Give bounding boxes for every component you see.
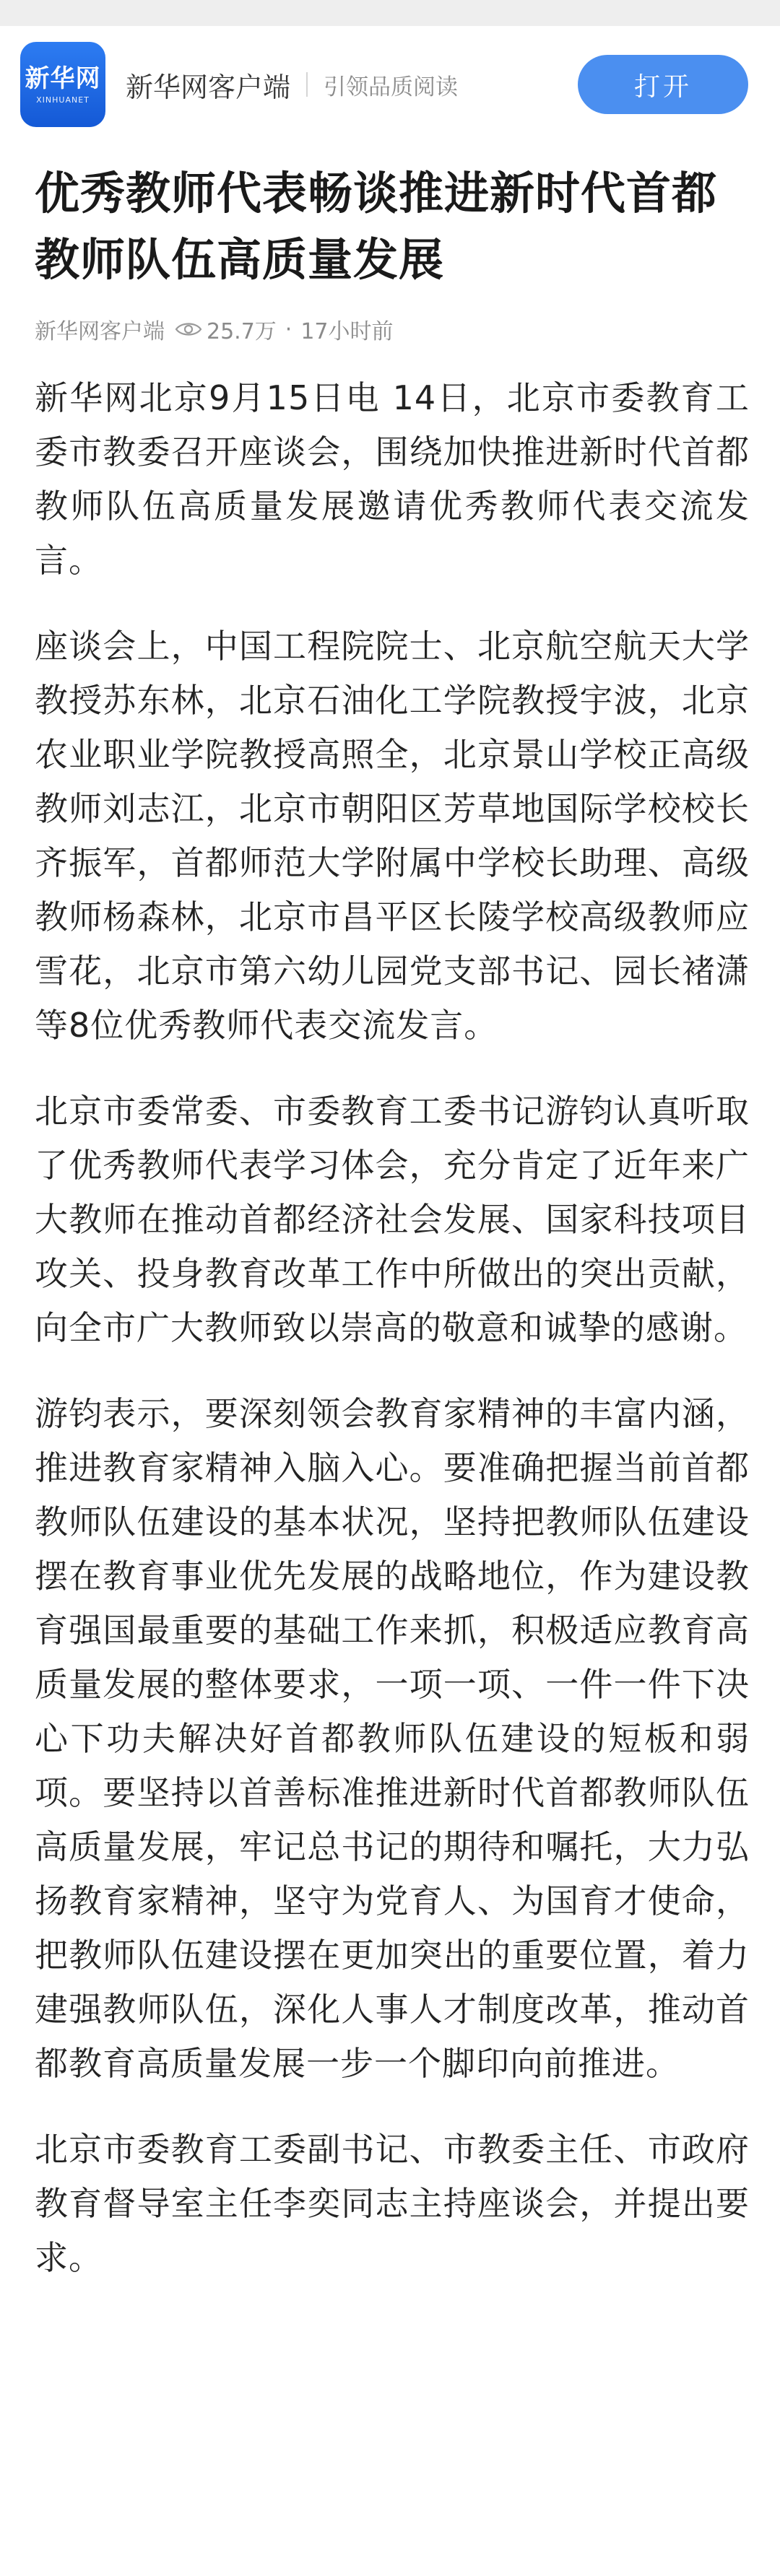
article-paragraph: 北京市委教育工委副书记、市教委主任、市政府教育督导室主任李奕同志主持座谈会，并提出要求。 — [35, 2130, 750, 2277]
article-title: 优秀教师代表畅谈推进新时代首都教师队伍高质量发展 — [35, 167, 718, 286]
xinhua-logo[interactable] — [20, 42, 105, 127]
article-meta — [35, 313, 750, 345]
meta-separator: · — [285, 316, 292, 342]
article-paragraph: 新华网北京9月15日电 14日，北京市委教育工委市教委召开座谈会，围绕加快推进新时代首都教师队伍高质量发展邀请优秀教师代表交流发言。 — [35, 378, 750, 580]
article — [35, 160, 750, 2317]
article-source[interactable]: 新华网客户端 — [35, 319, 165, 344]
article-paragraph: 游钧表示，要深刻领会教育家精神的丰富内涵，推进教育家精神入脑入心。要准确把握当前首都教师队伍建设的基本状况，坚持把教师队伍建设摆在教育事业优先发展的战略地位，作为建设教育强国最重要的基础工作来抓，积极适应教育高质量发展的整体要求，一项一项、一件一件下决心下功夫解决好首都教师队伍建设的短板和弱项。要坚持以首善标准推进新时代首都教师队伍高质量发展，牢记总书记的期待和嘱托，大力弘扬教育家精神，坚守为党育人、为国育才使命，把教师队伍建设摆在更加突出的重要位置，着力建强教师队伍，深化人事人才制度改革，推动首都教育高质量发展一步一个脚印向前推进。 — [35, 1394, 750, 2083]
article-body — [35, 371, 750, 2285]
app-download-banner — [0, 26, 780, 143]
header-divider — [306, 72, 308, 97]
app-name: 新华网客户端 — [126, 71, 291, 103]
open-app-button[interactable]: 打开 — [578, 55, 748, 114]
publish-time: 17小时前 — [300, 319, 394, 344]
view-count: 25.7万 — [207, 319, 277, 344]
logo-subtext: XINHUANET — [36, 95, 90, 105]
app-slogan: 引领品质阅读 — [324, 74, 459, 100]
logo-text: 新华网 — [25, 64, 101, 93]
status-strip — [0, 0, 780, 26]
article-paragraph: 北京市委常委、市委教育工委书记游钧认真听取了优秀教师代表学习体会，充分肯定了近年来广大教师在推动首都经济社会发展、国家科技项目攻关、投身教育改革工作中所做出的突出贡献，向全市广大教师致以崇高的敬意和诚挚的感谢。 — [35, 1092, 750, 1347]
article-paragraph: 座谈会上，中国工程院院士、北京航空航天大学教授苏东林，北京石油化工学院教授宇波，北京农业职业学院教授高照全，北京景山学校正高级教师刘志江，北京市朝阳区芳草地国际学校校长齐振军，首都师范大学附属中学校长助理、高级教师杨森林，北京市昌平区长陵学校高级教师应雪花，北京市第六幼儿园党支部书记、园长褚潇等8位优秀教师代表交流发言。 — [35, 627, 750, 1045]
view-count-icon — [175, 321, 202, 338]
